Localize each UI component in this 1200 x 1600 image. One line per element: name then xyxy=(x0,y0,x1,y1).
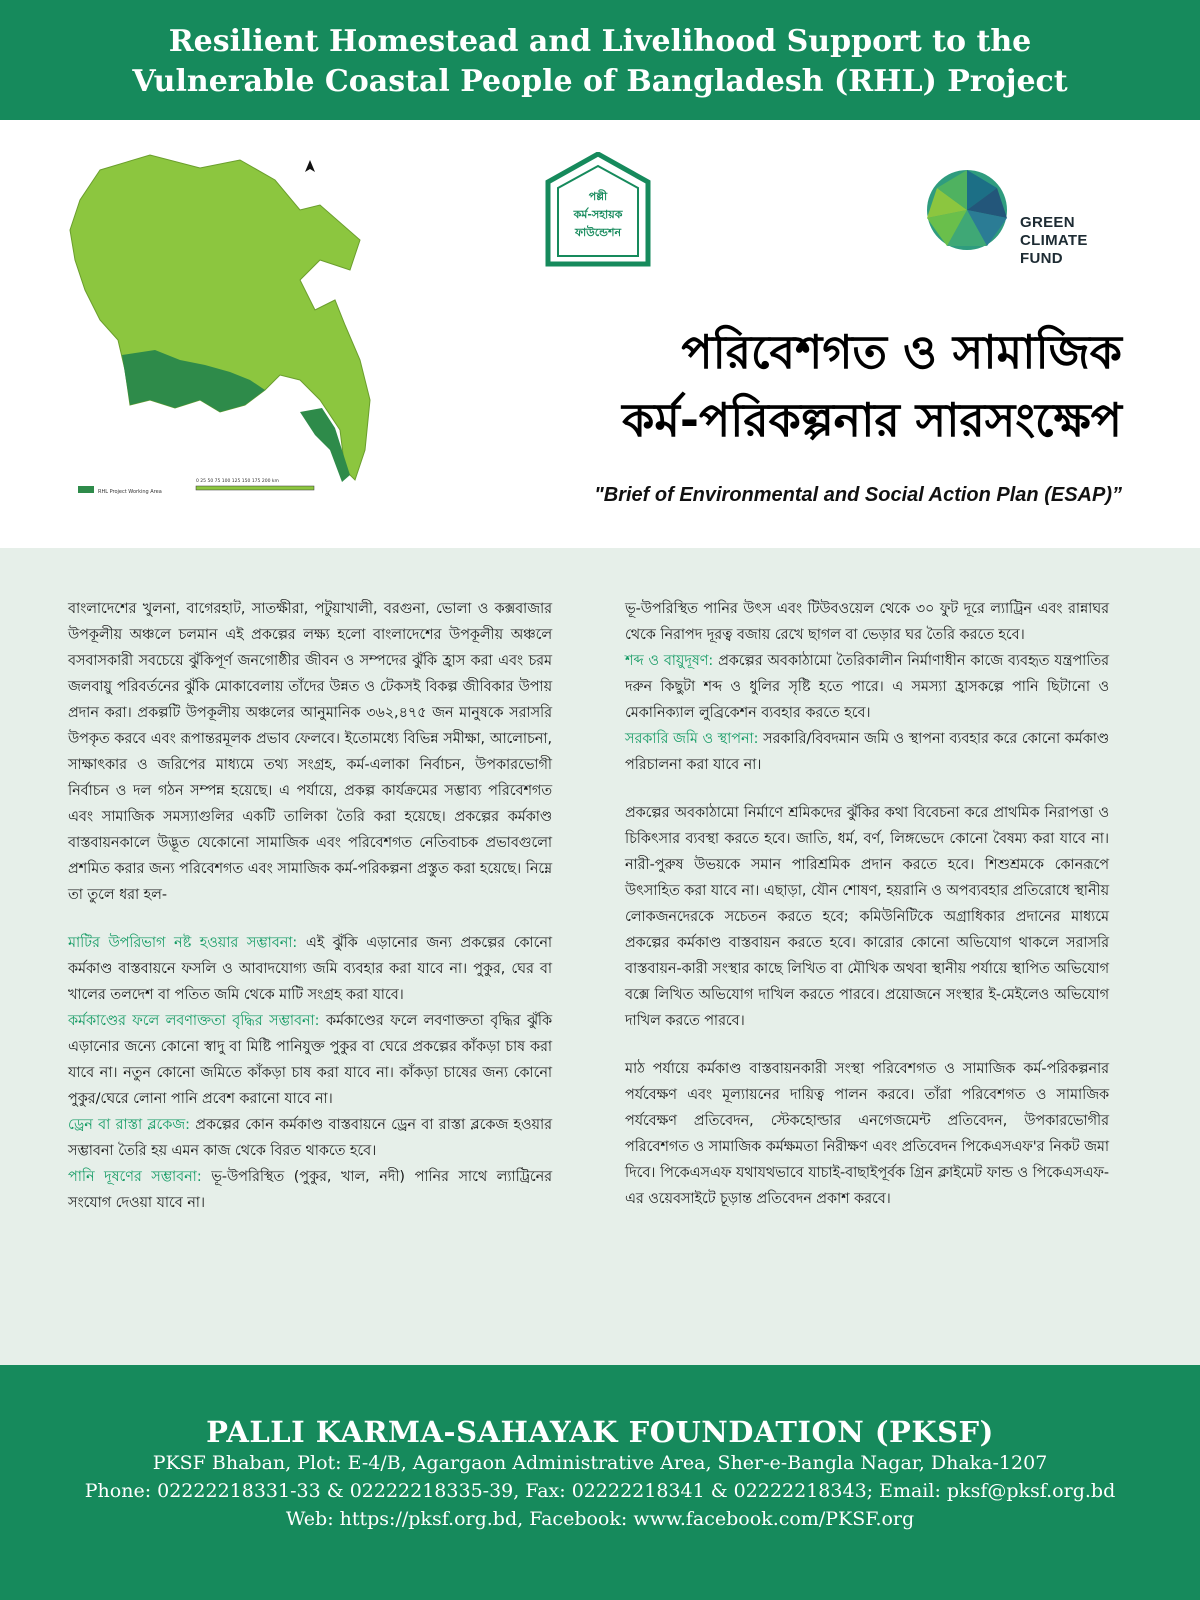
right-column xyxy=(625,596,1109,1212)
footer-contact: Phone: 02222218331-33 & 02222218335-39, Fax: 02222218341 & 02222218343; Email: pksf@pksf.org.bd xyxy=(84,1480,1116,1502)
monitoring-paragraph: মাঠ পর্যায়ে কর্মকাণ্ড বাস্তবায়নকারী সংস্থা পরিবেশগত ও সামাজিক কর্ম-পরিকল্পনার পর্যবেক্ষণ এবং মূল্যায়নের দায়িত্ব পালন করবে। তাঁরা পরিবেশগত ও সামাজিক পর্যবেক্ষণ প্রতিবেদন, স্টেকহোল্ডার এনগেজমেন্ট প্রতিবেদন, উপকারভোগীর পরিবেশগত ও সামাজিক কর্মক্ষমতা নিরীক্ষণ এবং প্রতিবেদন পিকেএসএফ'র নিকট জমা দিবে। পিকেএসএফ যথাযথভাবে যাচাই-বাছাইপূর্বক গ্রিন ক্লাইমেট ফান্ড ও পিকেএসএফ-এর ওয়েবসাইটে চূড়ান্ত প্রতিবেদন প্রকাশ করবে। xyxy=(625,1061,1109,1207)
soil-item xyxy=(68,930,552,1008)
land-heading: সরকারি জমি ও স্থাপনা: xyxy=(625,731,759,747)
labour-paragraph: প্রকল্পের অবকাঠামো নির্মাণে শ্রমিকদের ঝুঁকির কথা বিবেচনা করে প্রাথমিক নিরাপত্তা ও চিকিৎসার ব্যবস্থা করতে হবে। জাতি, ধর্ম, বর্ণ, লিঙ্গভেদে কোনো বৈষম্য করা যাবে না। নারী-পুরুষ উভয়কে সমান পারিশ্রমিক প্রদান করতে হবে। শিশুশ্রমকে কোনরূপে উৎসাহিত করা যাবে না। এছাড়া, যৌন শোষণ, হয়রানি ও অপব্যবহার প্রতিরোধে স্থানীয় লোকজনদেরকে সচেতন করতে হবে; কমিউনিটিকে অগ্রাধিকার প্রদানের মাধ্যমে প্রকল্পের কর্মকাণ্ড বাস্তবায়ন করতে হবে। কারোর কোনো অভিযোগ থাকলে সরাসরি বাস্তবায়ন-কারী সংস্থার কাছে লিখিত বা মৌখিক অথবা স্থানীয় পর্যায়ে স্থাপিত অভিযোগ বক্সে লিখিত অভিযোগ দাখিল করতে পারবে। প্রয়োজনে সংস্থার ই-মেইলেও অভিযোগ দাখিল করতে পারবে। xyxy=(625,805,1109,1029)
header-title-line2: Vulnerable Coastal People of Bangladesh (RHL) Project xyxy=(132,64,1068,99)
drain-item xyxy=(68,1112,552,1164)
footer-org-name: PALLI KARMA-SAHAYAK FOUNDATION (PKSF) xyxy=(206,1415,994,1449)
gcf-word-1: GREEN xyxy=(1020,214,1075,231)
gcf-word-3: FUND xyxy=(1020,250,1063,267)
map-scale-label: 0 25 50 75 100 125 150 175 200 km xyxy=(196,479,279,484)
noise-heading: শব্দ ও বায়ুদূষণ: xyxy=(625,653,714,669)
pksf-logo xyxy=(543,152,653,268)
gcf-wordmark xyxy=(1020,214,1088,268)
soil-text: এই ঝুঁকি এড়ানোর জন্য প্রকল্পের কোনো কর্মকাণ্ড বাস্তবায়নে ফসলি ও আবাদযোগ্য জমি ব্যবহার করা যাবে না। পুকুর, ঘের বা খালের তলদেশ বা পতিত জমি থেকে মাটি সংগ্রহ করা যাবে। xyxy=(68,935,553,1003)
bangladesh-map xyxy=(60,150,380,500)
water-continued: ভূ-উপরিস্থিত পানির উৎস এবং টিউবওয়েল থেকে ৩০ ফুট দূরে ল্যাট্রিন এবং রান্নাঘর থেকে নিরাপদ দূরত্ব বজায় রেখে ছাগল বা ভেড়ার ঘর তৈরি করতে হবে। xyxy=(625,601,1109,643)
land-text: সরকারি/বিবদমান জমি ও স্থাপনা ব্যবহার করে কোনো কর্মকাণ্ড পরিচালনা করা যাবে না। xyxy=(625,731,1110,773)
left-column xyxy=(68,596,552,1216)
soil-heading: মাটির উপরিভাগ নষ্ট হওয়ার সম্ভাবনা: xyxy=(68,935,298,951)
intro-paragraph: বাংলাদেশের খুলনা, বাগেরহাট, সাতক্ষীরা, পটুয়াখালী, বরগুনা, ভোলা ও কক্সবাজার উপকূলীয় অঞ্চলে চলমান এই প্রকল্পের লক্ষ্য হলো বাংলাদেশের উপকূলীয় অঞ্চলে বসবাসকারী সবচেয়ে ঝুঁকিপূর্ণ জনগোষ্ঠীর জীবন ও সম্পদের ঝুঁকি হ্রাস করা এবং চরম জলবায়ু পরিবর্তনের ঝুঁকি মোকাবেলায় তাঁদের উন্নত ও টেকসই বিকল্প জীবিকার উপায় প্রদান করা। প্রকল্পটি উপকূলীয় অঞ্চলের আনুমানিক ৩৬২,৪৭৫ জন মানুষকে সরাসরি উপকৃত করবে এবং রূপান্তরমূলক প্রভাব ফেলবে। ইতোমধ্যে বিভিন্ন সমীক্ষা, আলোচনা, সাক্ষাৎকার ও জরিপের মাধ্যমে তথ্য সংগ্রহ, কর্ম-এলাকা নির্বাচন, উপকারভোগী নির্বাচন ও দল গঠন সম্পন্ন হয়েছে। এ পর্যায়ে, প্রকল্প কার্যক্রমের সম্ভাব্য পরিবেশগত এবং সামাজিক সমস্যাগুলির একটি তালিকা তৈরি করা হয়েছে। প্রকল্পের কর্মকাণ্ড বাস্তবায়নকালে উদ্ভূত যেকোনো সামাজিক এবং পরিবেশগত নেতিবাচক প্রভাবগুলো প্রশমিত করার জন্য পরিবেশগত এবং সামাজিক কর্ম-পরিকল্পনা প্রস্তুত করা হয়েছে। নিম্নে তা তুলে ধরা হল- xyxy=(68,601,552,903)
english-subtitle: "Brief of Environmental and Social Action Plan (ESAP)” xyxy=(594,484,1122,506)
footer-web: Web: https://pksf.org.bd, Facebook: www.facebook.com/PKSF.org xyxy=(285,1508,915,1530)
footer-address: PKSF Bhaban, Plot: E-4/B, Agargaon Administrative Area, Sher-e-Bangla Nagar, Dhaka-1207 xyxy=(152,1452,1048,1474)
water-heading: পানি দূষণের সম্ভাবনা: xyxy=(68,1169,202,1185)
pksf-logo-text-1: পল্লী xyxy=(588,190,608,203)
bangla-title xyxy=(622,318,1122,454)
salinity-text: কর্মকাণ্ডের ফলে লবণাক্ততা বৃদ্ধির ঝুঁকি এড়ানোর জন্যে কোনো স্বাদু বা মিষ্টি পানিযুক্ত পুকুর বা ঘেরে প্রকল্পের কাঁকড়া চাষ করা যাবে না। নতুন কোনো জমিতে কাঁকড়া চাষ করা যাবে না। কাঁকড়া চাষের জন্য কোনো পুকুর/ঘেরে লোনা পানি প্রবেশ করানো যাবে না। xyxy=(68,1013,553,1107)
content-area xyxy=(0,548,1200,1365)
header-title-line1: Resilient Homestead and Livelihood Support to the xyxy=(168,24,1032,59)
drain-heading: ড্রেন বা রাস্তা ব্লকেজ: xyxy=(68,1117,190,1133)
noise-item xyxy=(625,648,1109,726)
gcf-word-2: CLIMATE xyxy=(1020,232,1088,249)
drain-text: প্রকল্পের কোন কর্মকাণ্ড বাস্তবায়নে ড্রেন বা রাস্তা ব্লকেজ হওয়ার সম্ভাবনা তৈরি হয় এমন কাজ থেকে বিরত থাকতে হবে। xyxy=(68,1117,552,1159)
gcf-logo xyxy=(925,168,1115,268)
land-item xyxy=(625,726,1109,778)
bangla-title-line1: পরিবেশগত ও সামাজিক xyxy=(681,325,1122,379)
salinity-heading: কর্মকাণ্ডের ফলে লবণাক্ততা বৃদ্ধির সম্ভাবনা: xyxy=(68,1013,320,1029)
pksf-logo-text-2: কর্ম-সহায়ক xyxy=(573,208,623,221)
map-scale-bar xyxy=(196,486,314,490)
map-north-arrow xyxy=(305,160,315,172)
gcf-globe-icon xyxy=(925,168,1009,252)
water-item xyxy=(68,1164,552,1216)
salinity-item xyxy=(68,1008,552,1112)
map-legend-swatch xyxy=(78,486,94,493)
header-band xyxy=(0,0,1200,120)
footer-band xyxy=(0,1365,1200,1600)
pksf-logo-text-3: ফাউন্ডেশন xyxy=(574,226,622,239)
water-text: ভূ-উপরিস্থিত (পুকুর, খাল, নদী) পানির সাথে ল্যাট্রিনের সংযোগ দেওয়া যাবে না। xyxy=(68,1169,552,1211)
map-legend-label: RHL Project Working Area xyxy=(98,489,162,495)
bangla-title-line2: কর্ম-পরিকল্পনার সারসংক্ষেপ xyxy=(622,393,1122,447)
noise-text: প্রকল্পের অবকাঠামো তৈরিকালীন নির্মাণাধীন কাজে ব্যবহৃত যন্ত্রপাতির দরুন কিছুটা শব্দ ও ধুলির সৃষ্টি হতে পারে। এ সমস্যা হ্রাসকল্পে পানি ছিটানো ও মেকানিক্যাল লুব্রিকেশন ব্যবহার করতে হবে। xyxy=(625,653,1109,721)
